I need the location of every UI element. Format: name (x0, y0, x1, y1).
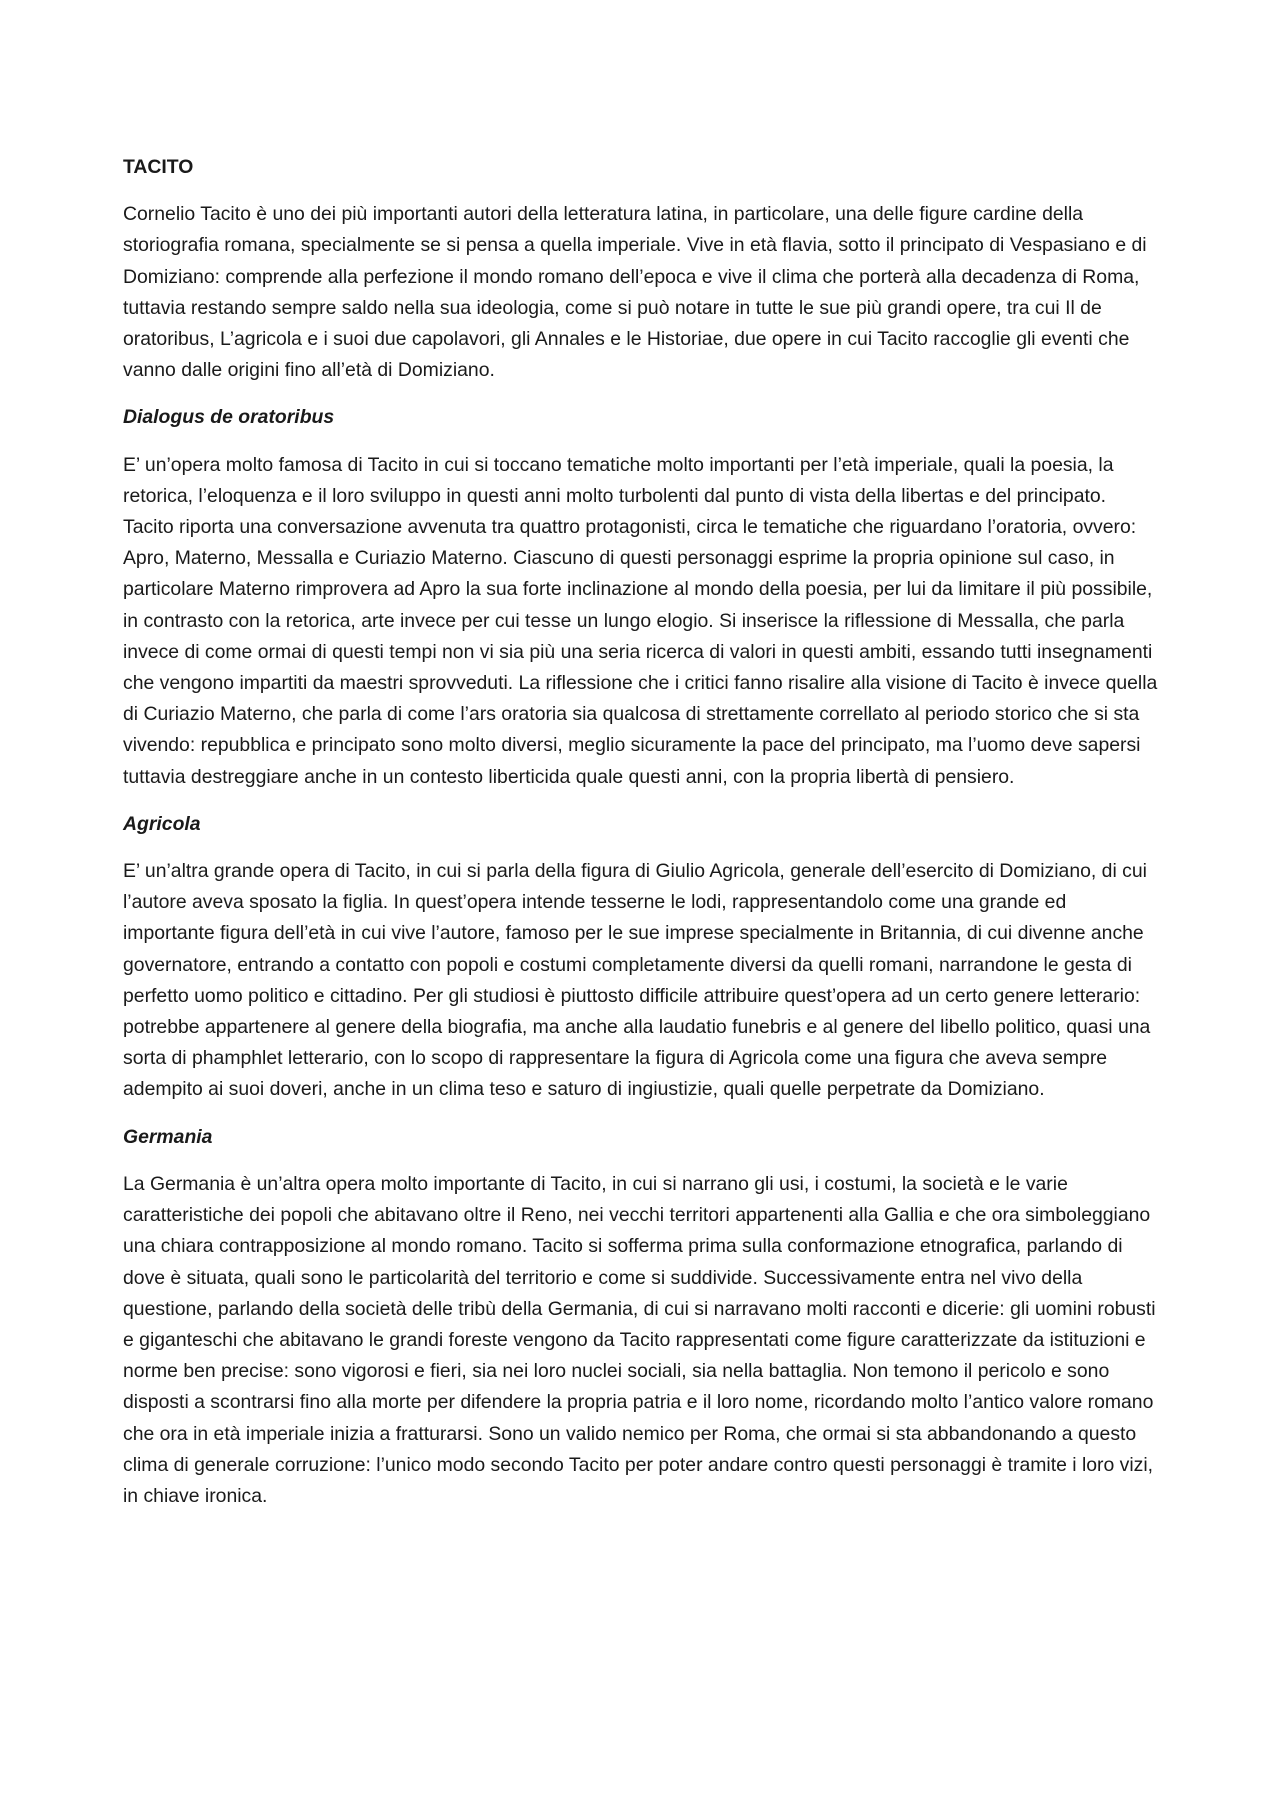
document-body (123, 152, 1159, 1528)
section-paragraph-germania: La Germania è un’altra opera molto importante di Tacito, in cui si narrano gli usi, i costumi, la società e le varie caratteristiche dei popoli che abitavano oltre il Reno, nei vecchi territori appartenenti alla Gallia e che ora simboleggiano una chiara contrapposizione al mondo romano. Tacito si sofferma prima sulla conformazione etnografica, parlando di dove è situata, quali sono le particolarità del territorio e come si suddivide. Successivamente entra nel vivo della questione, parlando della società delle tribù della Germania, di cui si narravano molti racconti e dicerie: gli uomini robusti e giganteschi che abitavano le grandi foreste vengono da Tacito rappresentati come figure caratterizzate da istituzioni e norme ben precise: sono vigorosi e fieri, sia nei loro nuclei sociali, sia nella battaglia. Non temono il pericolo e sono disposti a scontrarsi fino alla morte per difendere la propria patria e il loro nome, ricordando molto l’antico valore romano che ora in età imperiale inizia a fratturarsi. Sono un valido nemico per Roma, che ormai si sta abbandonando a questo clima di generale corruzione: l’unico modo secondo Tacito per poter andare contro questi personaggi è tramite i loro vizi, in chiave ironica. (123, 1172, 1156, 1507)
section-paragraph-dialogus: E’ un’opera molto famosa di Tacito in cui si toccano tematiche molto importanti per l’età imperiale, quali la poesia, la retorica, l’eloquenza e il loro sviluppo in questi anni molto turbolenti dal punto di vista della libertas e del principato. Tacito riporta una conversazione avvenuta tra quattro protagonisti, circa le tematiche che riguardano l’oratoria, ovvero: Apro, Materno, Messalla e Curiazio Materno. Ciascuno di questi personaggi esprime la propria opinione sul caso, in particolare Materno rimprovera ad Apro la sua forte inclinazione al mondo della poesia, per lui da limitare il più possibile, in contrasto con la retorica, arte invece per cui tesse un lungo elogio. Si inserisce la riflessione di Messalla, che parla invece di come ormai di questi tempi non vi sia più una seria ricerca di valori in questi ambiti, essando tutti insegnamenti che vengono impartiti da maestri sprovveduti. La riflessione che i critici fanno risalire alla visione di Tacito è invece quella di Curiazio Materno, che parla di come l’ars oratoria sia qualcosa di strettamente correllato al periodo storico che si sta vivendo: repubblica e principato sono molto diversi, meglio sicuramente la pace del principato, ma l’uomo deve sapersi tuttavia destreggiare anche in un contesto liberticida quale questi anni, con la propria libertà di pensiero. (123, 453, 1158, 788)
document-title: TACITO (123, 156, 194, 178)
section-heading-agricola: Agricola (123, 812, 201, 835)
section-heading-dialogus: Dialogus de oratoribus (123, 406, 335, 429)
section-paragraph-agricola: E’ un’altra grande opera di Tacito, in cui si parla della figura di Giulio Agricola, generale dell’esercito di Domiziano, di cui l’autore aveva sposato la figlia. In quest’opera intende tesserne le lodi, rappresentandolo come una grande ed importante figura dell’età in cui vive l’autore, famoso per le sue imprese specialmente in Britannia, di cui divenne anche governatore, entrando a contatto con popoli e costumi completamente diversi da quelli romani, narrandone le gesta di perfetto uomo politico e cittadino. Per gli studiosi è piuttosto difficile attribuire quest’opera ad un certo genere letterario: potrebbe appartenere al genere della biografia, ma anche alla laudatio funebris e al genere del libello politico, quasi una sorta di phamphlet letterario, con lo scopo di rappresentare la figura di Agricola come una figura che aveva sempre adempito ai suoi doveri, anche in un clima teso e saturo di ingiustizie, quali quelle perpetrate da Domiziano. (123, 860, 1151, 1101)
section-heading-germania: Germania (123, 1125, 213, 1148)
intro-paragraph: Cornelio Tacito è uno dei più importanti autori della letteratura latina, in particolare, una delle figure cardine della storiografia romana, specialmente se si pensa a quella imperiale. Vive in età flavia, sotto il principato di Vespasiano e di Domiziano: comprende alla perfezione il mondo romano dell’epoca e vive il clima che porterà alla decadenza di Roma, tuttavia restando sempre saldo nella sua ideologia, come si può notare in tutte le sue più grandi opere, tra cui Il de oratoribus, L’agricola e i suoi due capolavori, gli Annales e le Historiae, due opere in cui Tacito raccoglie gli eventi che vanno dalle origini fino all’età di Domiziano. (123, 203, 1147, 382)
